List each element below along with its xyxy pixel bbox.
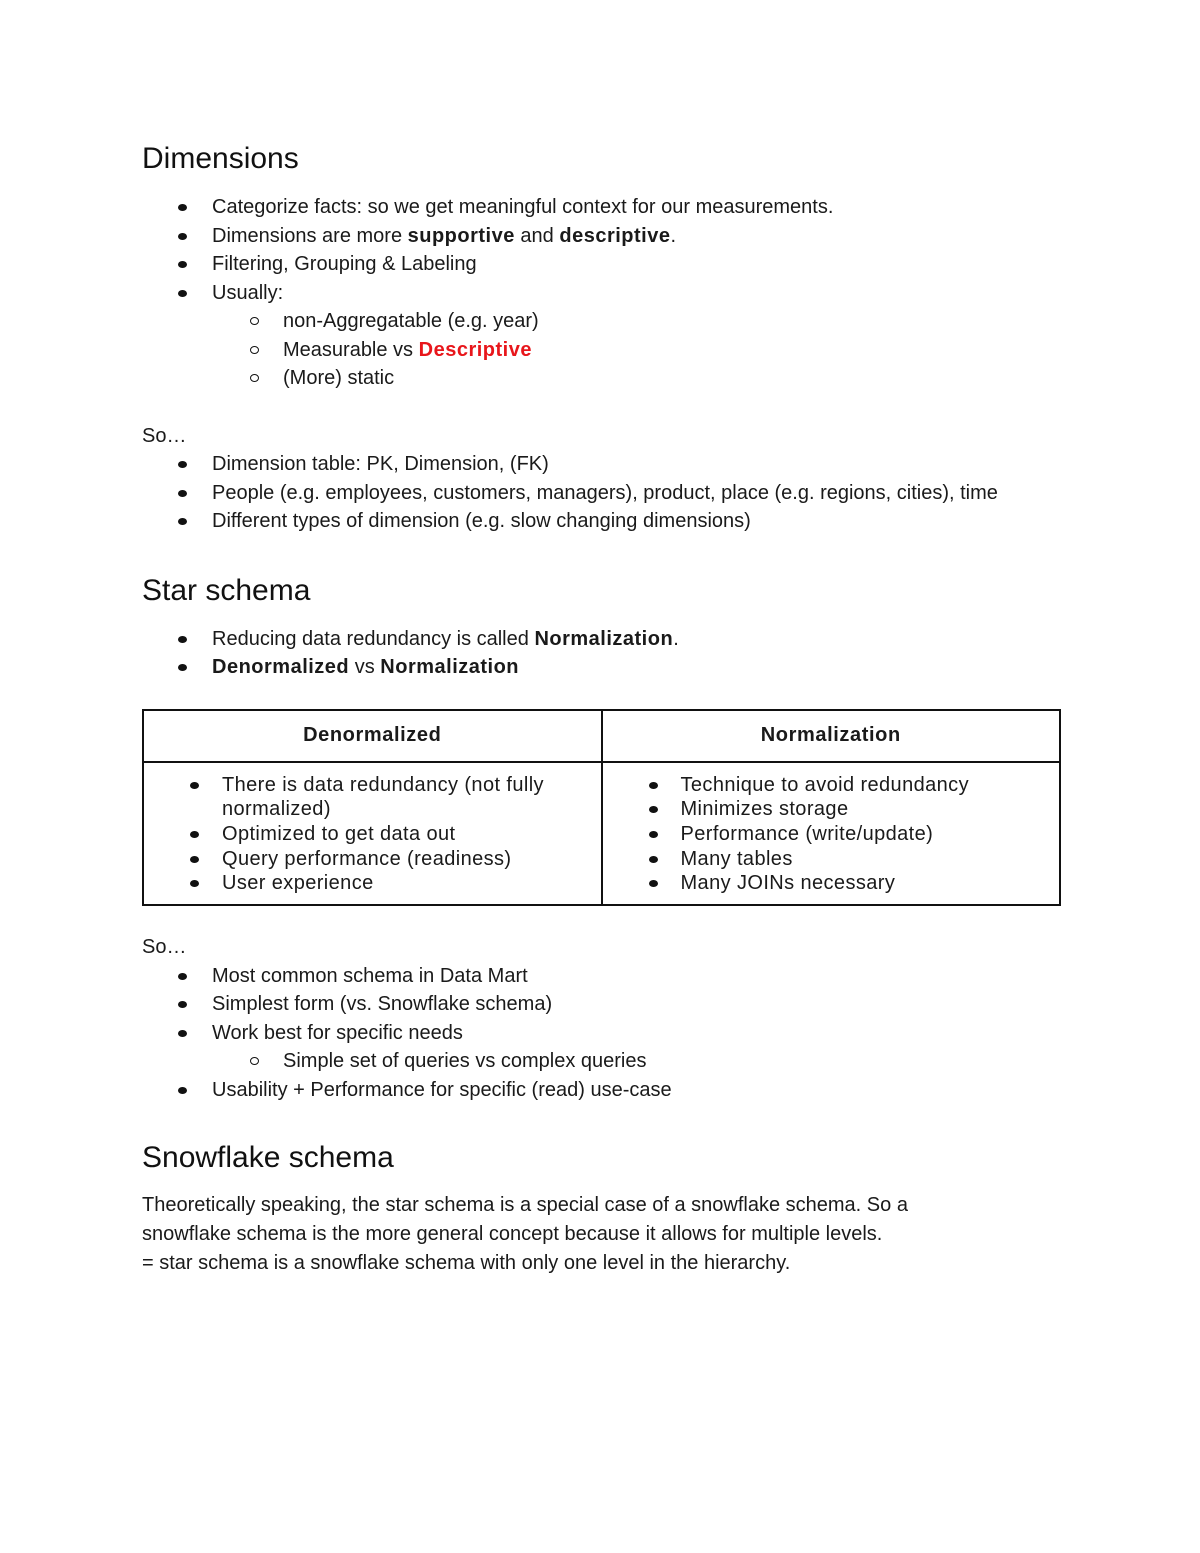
list-item: Simplest form (vs. Snowflake schema)	[142, 990, 1060, 1019]
table-row	[143, 762, 1060, 906]
list-item: Usability + Performance for specific (read) use-case	[142, 1076, 1060, 1105]
paragraph-line: snowflake schema is the more general concept because it allows for multiple levels.	[142, 1223, 883, 1246]
table-header-row	[143, 710, 1060, 762]
list-item: There is data redundancy (not fully normalized)	[144, 773, 601, 822]
list-item: Optimized to get data out	[144, 822, 601, 847]
star-schema-section	[142, 573, 1060, 1105]
star-schema-heading: Star schema	[142, 573, 311, 607]
bold-text: Normalization	[534, 627, 674, 650]
list-item: Many JOINs necessary	[603, 871, 1060, 896]
list-item: Technique to avoid redundancy	[603, 773, 1060, 798]
bold-text: Normalization	[380, 656, 520, 678]
dimensions-so-list	[142, 450, 1060, 536]
comparison-table	[142, 709, 1061, 907]
list-item: People (e.g. employees, customers, managers), product, place (e.g. regions, cities), time	[142, 479, 1060, 508]
snowflake-schema-section	[142, 1140, 1060, 1278]
sub-list-item: Measurable vs Descriptive	[142, 336, 1060, 365]
snowflake-schema-heading: Snowflake schema	[142, 1141, 394, 1175]
star-schema-bullet-list	[142, 625, 1060, 682]
list-item: Many tables	[603, 847, 1060, 872]
list-item: Filtering, Grouping & Labeling	[142, 250, 1060, 279]
dimensions-heading: Dimensions	[142, 142, 299, 175]
list-item: Most common schema in Data Mart	[142, 962, 1060, 991]
list-item: Dimension table: PK, Dimension, (FK)	[142, 450, 1060, 479]
bold-text: Denormalized	[212, 656, 350, 678]
sub-bullet-list	[212, 1047, 1060, 1076]
normalization-list	[603, 773, 1060, 897]
dimensions-bullet-list	[142, 193, 1060, 393]
list-item: Usually: non-Aggregatable (e.g. year) Measurable vs Descriptive (More) static	[142, 279, 1060, 393]
sub-list-item: (More) static	[142, 364, 1060, 393]
bold-text: supportive	[407, 224, 515, 247]
table-header-normalization: Normalization	[602, 710, 1061, 762]
bold-text: descriptive	[559, 224, 671, 247]
paragraph-line: Theoretically speaking, the star schema is a special case of a snowflake schema. So a	[142, 1194, 908, 1217]
paragraph-line: = star schema is a snowflake schema with only one level in the hierarchy.	[142, 1252, 791, 1275]
highlighted-red-text: Descriptive	[418, 338, 532, 361]
list-item: User experience	[144, 871, 601, 896]
so-label: So…	[142, 936, 187, 959]
table-header-denormalized: Denormalized	[143, 710, 602, 762]
list-item: Dimensions are more supportive and descriptive.	[142, 222, 1060, 251]
list-item: Work best for specific needs Simple set of queries vs complex queries	[142, 1019, 1060, 1076]
table-cell-normalization	[602, 762, 1061, 906]
snowflake-paragraph	[142, 1191, 1060, 1278]
list-item: Denormalized vs Normalization	[142, 653, 1060, 682]
sub-list-item: non-Aggregatable (e.g. year)	[142, 307, 1060, 336]
list-item: Different types of dimension (e.g. slow changing dimensions)	[142, 507, 1060, 536]
star-schema-so-list	[142, 962, 1060, 1105]
list-item: Minimizes storage	[603, 797, 1060, 822]
dimensions-section	[142, 141, 1060, 536]
list-item: Reducing data redundancy is called Normalization.	[142, 625, 1060, 654]
sub-list-item: Simple set of queries vs complex queries	[142, 1047, 1060, 1076]
list-item: Performance (write/update)	[603, 822, 1060, 847]
sub-bullet-list	[212, 307, 1060, 393]
list-item: Query performance (readiness)	[144, 847, 601, 872]
denormalized-list	[144, 773, 601, 897]
list-item: Categorize facts: so we get meaningful context for our measurements.	[142, 193, 1060, 222]
so-label: So…	[142, 424, 187, 447]
table-cell-denormalized	[143, 762, 602, 906]
